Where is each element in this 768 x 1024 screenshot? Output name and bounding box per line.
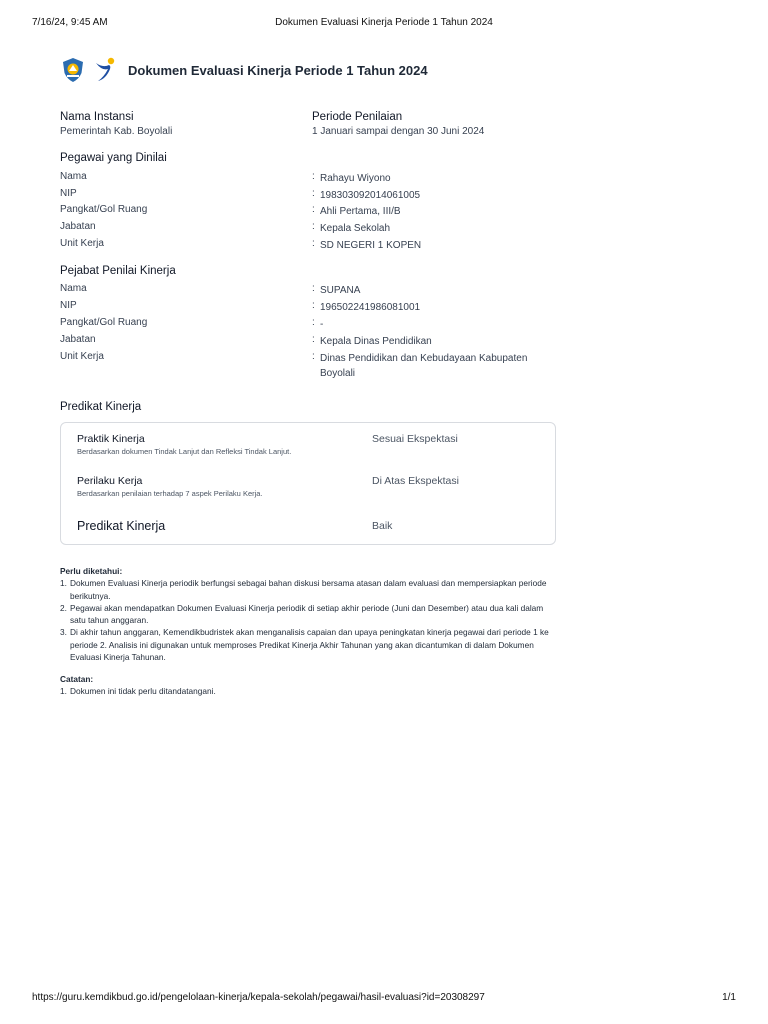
row-label: Nama (60, 171, 87, 182)
predikat-section (60, 401, 556, 413)
list-text: Dokumen ini tidak perlu ditandatangani. (70, 686, 216, 697)
row-separator: : (312, 238, 315, 249)
print-page-title: Dokumen Evaluasi Kinerja Periode 1 Tahun 2024 (275, 17, 493, 28)
list-text: Di akhir tahun anggaran, Kemendikbudristek akan menganalisis capaian dan upaya peningkatan kinerja pegawai dari periode 1 ke periode 2. Analisis ini digunakan untuk memproses Predikat Kinerja Akhir Tahunan yang akan dicantumkan di dalam Dokumen Evaluasi Kinerja Tahunan. (70, 627, 549, 663)
row-value: - (320, 319, 324, 330)
list-number: 1. (60, 578, 67, 589)
row-value: SUPANA (320, 285, 361, 296)
tut-wuri-handayani-seal-icon (60, 57, 86, 83)
document-title: Dokumen Evaluasi Kinerja Periode 1 Tahun 2024 (128, 62, 428, 78)
print-datetime: 7/16/24, 9:45 AM (32, 17, 108, 28)
instansi-label: Nama Instansi (60, 111, 134, 123)
row-separator: : (312, 188, 315, 199)
row-label: Pangkat/Gol Ruang (60, 204, 148, 215)
row-label: Unit Kerja (60, 351, 104, 362)
merdeka-mengajar-logo-icon (94, 57, 116, 83)
pegawai-section (60, 152, 556, 164)
pejabat-section (60, 265, 556, 277)
row-separator: : (312, 204, 315, 215)
row-label: Pangkat/Gol Ruang (60, 317, 148, 328)
periode-label: Periode Penilaian (312, 111, 403, 123)
predikat-final-value: Baik (372, 520, 393, 532)
catatan-heading: Catatan: (60, 674, 94, 684)
row-label: NIP (60, 188, 77, 199)
periode-value: 1 Januari sampai dengan 30 Juni 2024 (312, 126, 485, 137)
list-text: Pegawai akan mendapatkan Dokumen Evaluasi Kinerja periodik di setiap akhir periode (Juni dan Desember) atau dua kali dalam satu tahun anggaran. (70, 602, 544, 626)
predikat-card (60, 422, 556, 545)
row-separator: : (312, 171, 315, 182)
perlu-diketahui-heading: Perlu diketahui: (60, 566, 123, 576)
row-value: Kepala Dinas Pendidikan (320, 336, 432, 347)
list-item (60, 577, 560, 602)
catatan-notes (60, 673, 560, 698)
print-url: https://guru.kemdikbud.go.id/pengelolaan-kinerja/kepala-sekolah/pegawai/hasil-evaluasi?id=20308297 (32, 992, 485, 1003)
pejabat-heading: Pejabat Penilai Kinerja (60, 265, 176, 277)
predikat-final-title: Predikat Kinerja (77, 519, 166, 533)
row-value: Dinas Pendidikan dan Kebudayaan Kabupaten Boyolali (320, 353, 528, 379)
list-number: 1. (60, 686, 67, 697)
list-number: 3. (60, 627, 67, 638)
row-separator: : (312, 221, 315, 232)
list-item (60, 602, 560, 627)
row-separator: : (312, 317, 315, 328)
praktik-kinerja-desc: Berdasarkan dokumen Tindak Lanjut dan Refleksi Tindak Lanjut. (77, 447, 292, 456)
list-number: 2. (60, 602, 67, 613)
row-separator: : (312, 334, 315, 345)
perilaku-kerja-value: Di Atas Ekspektasi (372, 475, 459, 487)
row-label: Jabatan (60, 221, 96, 232)
row-value: 196502241986081001 (320, 302, 421, 313)
print-header (32, 17, 736, 31)
row-label: Unit Kerja (60, 238, 104, 249)
perlu-diketahui-notes (60, 565, 560, 663)
list-item (60, 685, 560, 697)
row-label: Nama (60, 283, 87, 294)
periode-block (312, 111, 556, 137)
list-text: Dokumen Evaluasi Kinerja periodik berfungsi sebagai bahan diskusi bersama atasan dalam evaluasi dan mempersiapkan periode berikutnya. (70, 578, 547, 601)
instansi-value: Pemerintah Kab. Boyolali (60, 126, 173, 137)
predikat-heading: Predikat Kinerja (60, 401, 142, 413)
document-header (60, 56, 428, 84)
row-value: Ahli Pertama, III/B (320, 206, 401, 217)
list-item (60, 626, 560, 663)
praktik-kinerja-value: Sesuai Ekspektasi (372, 433, 458, 445)
row-value: Kepala Sekolah (320, 223, 391, 234)
row-value: 198303092014061005 (320, 190, 421, 201)
pejabat-table (60, 283, 556, 383)
row-value: Rahayu Wiyono (320, 173, 391, 184)
pegawai-table (60, 171, 556, 256)
perlu-diketahui-list (60, 577, 560, 663)
praktik-kinerja-title: Praktik Kinerja (77, 433, 145, 445)
catatan-list (60, 685, 560, 697)
perilaku-kerja-desc: Berdasarkan penilaian terhadap 7 aspek Perilaku Kerja. (77, 489, 263, 498)
row-label: NIP (60, 300, 77, 311)
row-value: SD NEGERI 1 KOPEN (320, 240, 422, 251)
perilaku-kerja-title: Perilaku Kerja (77, 475, 143, 487)
print-page-count: 1/1 (722, 992, 736, 1003)
row-separator: : (312, 351, 315, 362)
row-separator: : (312, 300, 315, 311)
row-separator: : (312, 283, 315, 294)
row-label: Jabatan (60, 334, 96, 345)
print-footer (32, 992, 736, 1006)
pegawai-heading: Pegawai yang Dinilai (60, 152, 167, 164)
